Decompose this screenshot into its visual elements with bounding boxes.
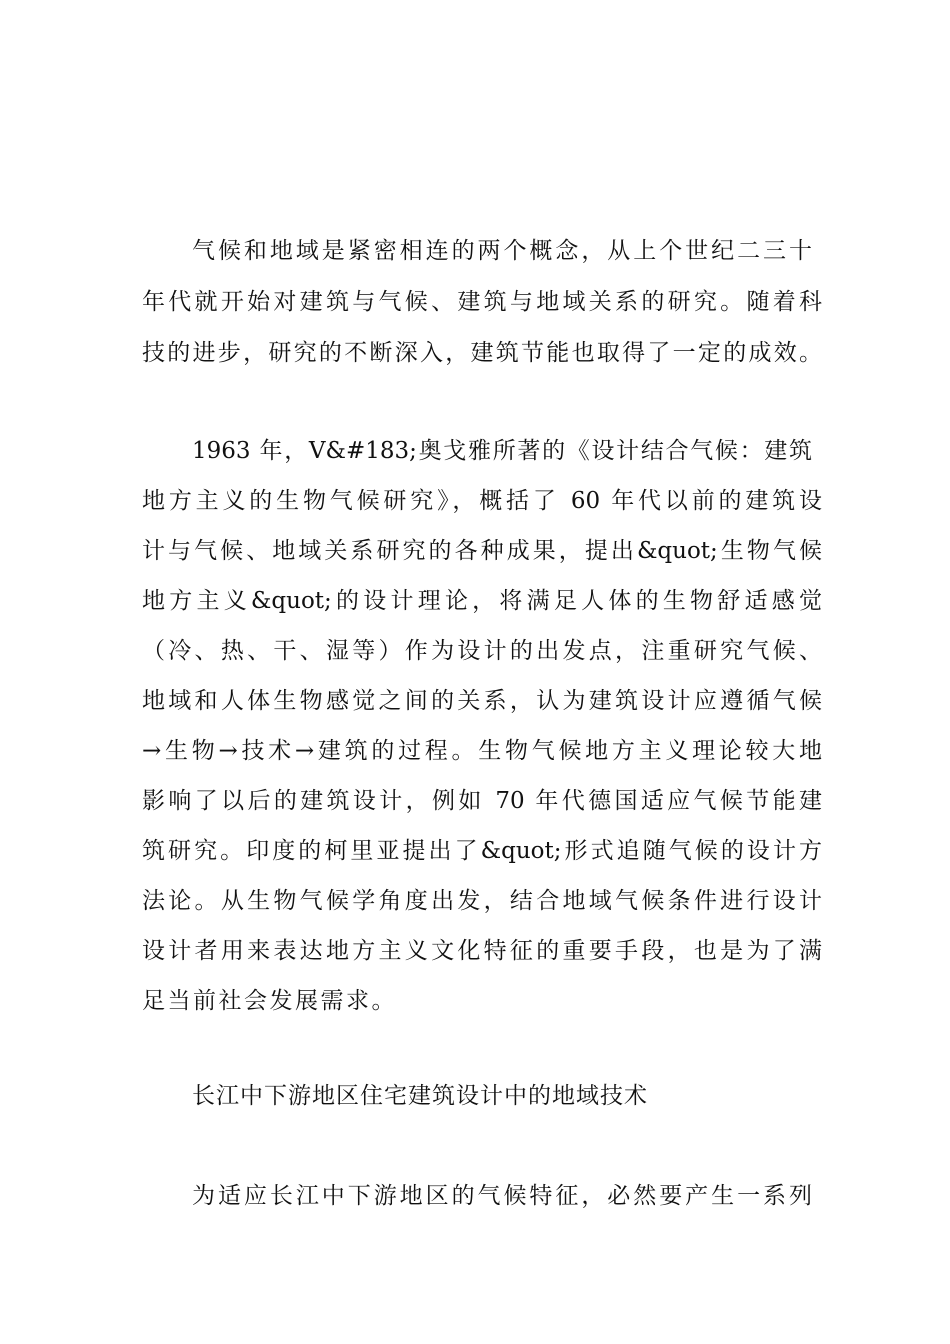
- paragraph-2-line-12: 足当前社会发展需求。: [142, 988, 397, 1014]
- section-heading: 长江中下游地区住宅建筑设计中的地域技术: [192, 1083, 648, 1109]
- paragraph-2-line-5: （冷、热、干、湿等）作为设计的出发点，注重研究气候、: [142, 638, 822, 664]
- paragraph-1-line-2: 年代就开始对建筑与气候、建筑与地域关系的研究。随着科: [142, 289, 822, 315]
- paragraph-2-line-10: 法论。从生物气候学角度出发，结合地域气候条件进行设计: [142, 888, 822, 914]
- paragraph-2-line-7: →生物→技术→建筑的过程。生物气候地方主义理论较大地: [142, 738, 822, 764]
- paragraph-2-line-9: 筑研究。印度的柯里亚提出了&quot;形式追随气候的设计方: [142, 838, 822, 864]
- paragraph-2-line-2: 地方主义的生物气候研究》，概括了 60 年代以前的建筑设: [142, 488, 822, 514]
- paragraph-2-line-8: 影响了以后的建筑设计，例如 70 年代德国适应气候节能建: [142, 788, 822, 814]
- paragraph-2-line-1: 1963 年，V&#183;奥戈雅所著的《设计结合气候：建筑: [192, 438, 812, 464]
- paragraph-1-line-1: 气候和地域是紧密相连的两个概念，从上个世纪二三十: [192, 238, 812, 264]
- paragraph-2-line-11: 设计者用来表达地方主义文化特征的重要手段，也是为了满: [142, 938, 822, 964]
- paragraph-3-line-1: 为适应长江中下游地区的气候特征，必然要产生一系列: [192, 1183, 812, 1209]
- paragraph-2-line-6: 地域和人体生物感觉之间的关系，认为建筑设计应遵循气候: [142, 688, 822, 714]
- paragraph-2-line-3: 计与气候、地域关系研究的各种成果，提出&quot;生物气候: [142, 538, 822, 564]
- paragraph-1-line-3: 技的进步，研究的不断深入，建筑节能也取得了一定的成效。: [142, 340, 822, 366]
- paragraph-2-line-4: 地方主义&quot;的设计理论，将满足人体的生物舒适感觉: [142, 588, 822, 614]
